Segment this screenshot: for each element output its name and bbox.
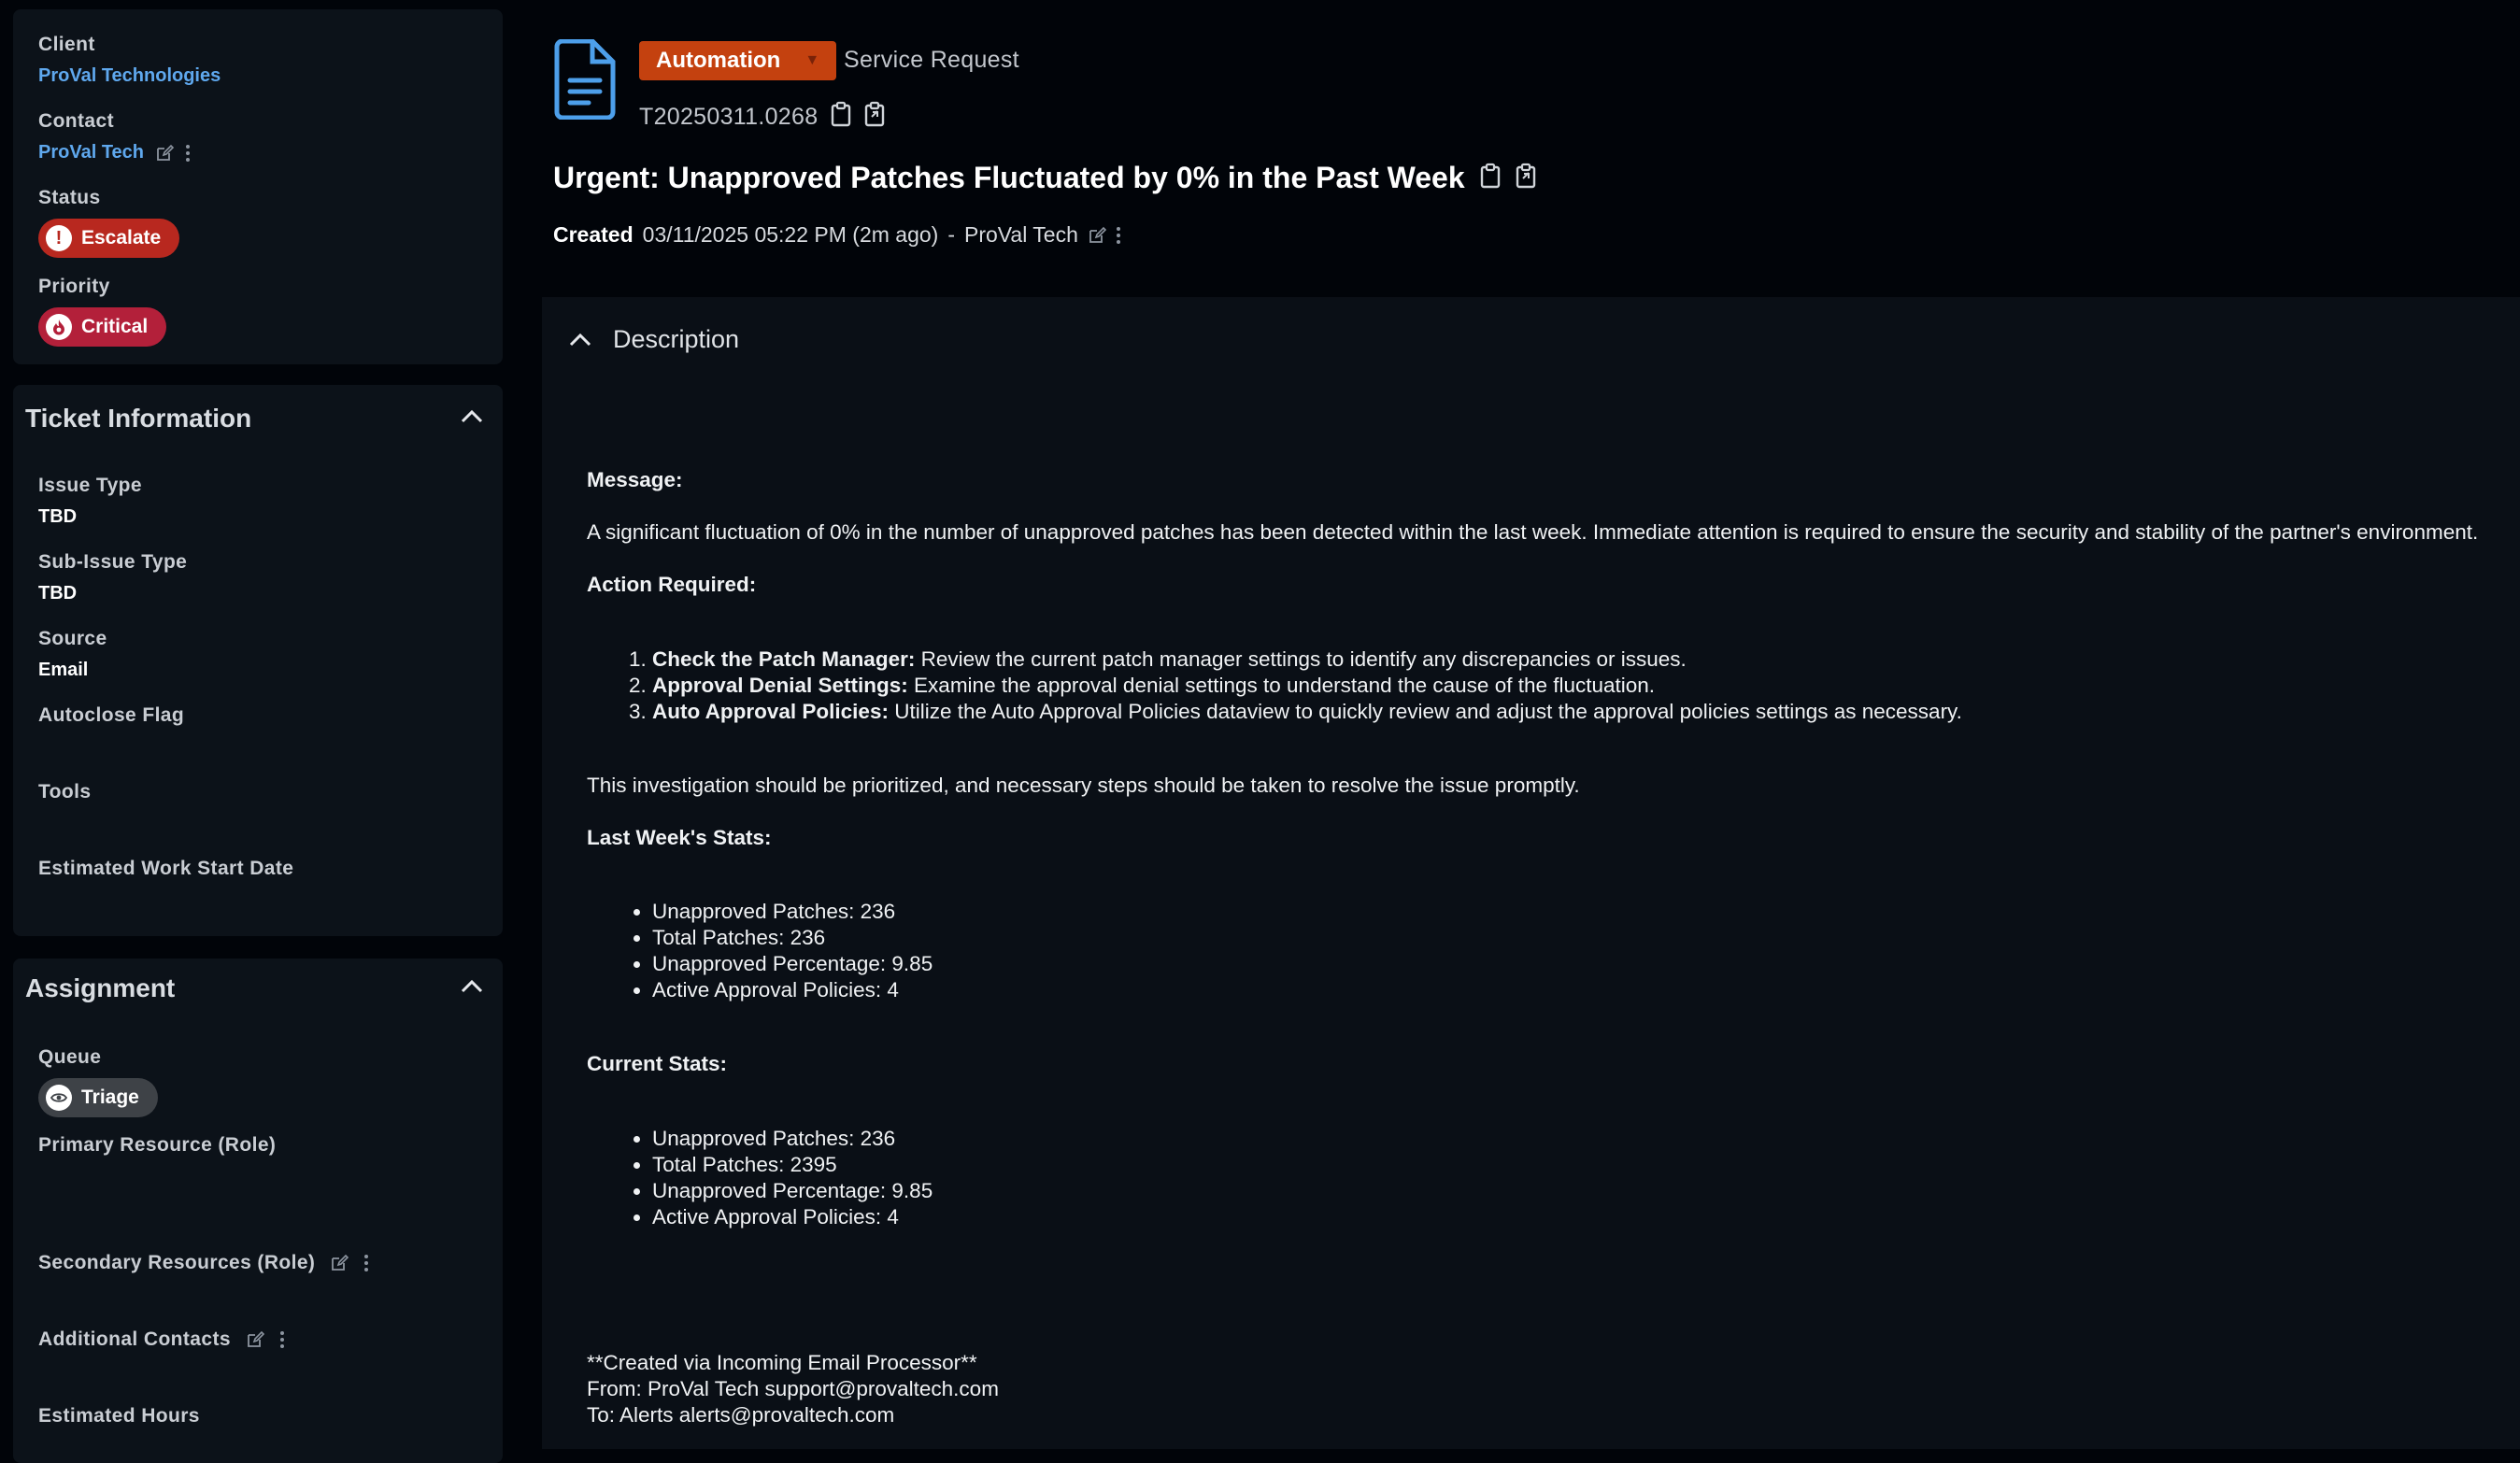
created-row	[553, 222, 1121, 248]
source-label: Source	[38, 628, 107, 649]
secondary-resources-field	[38, 1252, 369, 1274]
eye-icon	[46, 1085, 72, 1111]
list-item: • Unapproved Patches: 236	[652, 899, 2512, 925]
additional-contacts-row	[38, 1328, 285, 1351]
priority-label: Priority	[38, 276, 110, 297]
clipboard-link-icon[interactable]	[1516, 163, 1536, 193]
queue-label: Queue	[38, 1046, 102, 1068]
created-by[interactable]: ProVal Tech	[964, 222, 1078, 247]
action-list	[587, 646, 2512, 725]
list-item: • Unapproved Percentage: 9.85	[652, 951, 2512, 977]
secondary-resources-label: Secondary Resources (Role)	[38, 1252, 316, 1273]
issue-type-value[interactable]: TBD	[38, 506, 78, 527]
autoclose-label: Autoclose Flag	[38, 704, 185, 726]
message-label: Message:	[587, 468, 683, 491]
clipboard-link-icon[interactable]	[864, 101, 885, 134]
list-item: 1. Check the Patch Manager: Review the current patch manager settings to identify any discrepancies or issues.	[652, 646, 2512, 673]
title-row	[553, 161, 1536, 195]
priority-badge[interactable]	[38, 307, 166, 347]
footer-line: **Created via Incoming Email Processor**	[587, 1351, 977, 1374]
issue-type-field	[38, 475, 142, 528]
category-label: Automation	[656, 48, 781, 73]
contact-field	[38, 110, 191, 163]
client-field	[38, 34, 221, 87]
client-link[interactable]: ProVal Technologies	[38, 65, 221, 86]
assignment-card	[13, 959, 503, 1463]
list-item: 2. Approval Denial Settings: Examine the approval denial settings to understand the cause of the fluctuation.	[652, 673, 2512, 699]
more-vertical-icon[interactable]	[279, 1330, 285, 1349]
primary-resource-label: Primary Resource (Role)	[38, 1134, 277, 1156]
list-item: 3. Auto Approval Policies: Utilize the Auto Approval Policies dataview to quickly review and adjust the approval policies settings as necessary.	[652, 699, 2512, 725]
list-item: • Active Approval Policies: 4	[652, 1204, 2512, 1230]
exclamation-icon: !	[46, 225, 72, 251]
edit-icon[interactable]	[246, 1330, 264, 1349]
estimated-hours-field[interactable]	[38, 1405, 200, 1427]
description-header[interactable]	[568, 325, 739, 354]
message-text: A significant fluctuation of 0% in the number of unapproved patches has been detected within the last week. Immediate attention is required to ensure the security and stability of the partner's environment.	[587, 520, 2479, 544]
created-separator: -	[947, 222, 955, 247]
current-stats-label: Current Stats:	[587, 1052, 728, 1075]
queue-badge[interactable]	[38, 1078, 158, 1117]
secondary-resources-row	[38, 1252, 369, 1274]
source-value[interactable]: Email	[38, 660, 89, 680]
autoclose-field[interactable]	[38, 704, 184, 727]
flame-icon	[46, 314, 72, 340]
additional-contacts-label: Additional Contacts	[38, 1328, 231, 1350]
list-item: • Unapproved Patches: 236	[652, 1126, 2512, 1152]
chevron-up-icon[interactable]	[460, 407, 484, 429]
footer-line: To: Alerts alerts@provaltech.com	[587, 1403, 895, 1427]
queue-value: Triage	[81, 1087, 139, 1108]
sub-issue-type-value[interactable]: TBD	[38, 583, 78, 604]
ticket-information-title: Ticket Information	[25, 404, 252, 433]
created-label: Created	[553, 222, 634, 247]
ticket-number: T20250311.0268	[639, 104, 819, 130]
more-vertical-icon[interactable]	[185, 144, 191, 163]
queue-field	[38, 1046, 158, 1117]
estimated-hours-label: Estimated Hours	[38, 1405, 200, 1427]
status-field	[38, 187, 179, 258]
contact-link[interactable]: ProVal Tech	[38, 142, 145, 163]
client-label: Client	[38, 34, 95, 55]
status-value: Escalate	[81, 227, 162, 249]
action-required-label: Action Required:	[587, 573, 757, 596]
list-item: • Active Approval Policies: 4	[652, 977, 2512, 1003]
category-dropdown[interactable]	[639, 41, 836, 80]
clipboard-icon[interactable]	[831, 101, 851, 134]
document-icon	[551, 39, 619, 124]
list-item: • Total Patches: 236	[652, 925, 2512, 951]
created-timestamp: 03/11/2025 05:22 PM (2m ago)	[642, 222, 939, 247]
issue-type-label: Issue Type	[38, 475, 142, 496]
primary-resource-field[interactable]	[38, 1134, 276, 1157]
status-badge[interactable]	[38, 219, 179, 258]
list-item: • Total Patches: 2395	[652, 1152, 2512, 1178]
summary-card	[13, 9, 503, 364]
caret-down-icon: ▼	[804, 52, 820, 68]
additional-contacts-field	[38, 1328, 285, 1351]
source-field	[38, 628, 107, 681]
edit-icon[interactable]	[1088, 226, 1106, 245]
edit-icon[interactable]	[155, 144, 174, 163]
chevron-up-icon	[568, 325, 592, 354]
estimated-work-start-label: Estimated Work Start Date	[38, 858, 294, 879]
sidebar	[0, 0, 523, 1449]
contact-row	[38, 142, 191, 163]
ticket-information-card	[13, 385, 503, 936]
description-body	[587, 467, 2512, 1428]
last-week-stats-label: Last Week's Stats:	[587, 826, 772, 849]
sub-issue-type-label: Sub-Issue Type	[38, 551, 188, 573]
last-week-stats-list	[587, 899, 2512, 1003]
list-item: • Unapproved Percentage: 9.85	[652, 1178, 2512, 1204]
clipboard-icon[interactable]	[1480, 163, 1501, 193]
page-title: Urgent: Unapproved Patches Fluctuated by 0% in the Past Week	[553, 161, 1465, 194]
contact-label: Contact	[38, 110, 114, 132]
priority-field	[38, 276, 166, 347]
more-vertical-icon[interactable]	[363, 1254, 369, 1272]
email-footer	[587, 1350, 2512, 1428]
ticket-number-row	[639, 101, 885, 134]
investigation-text: This investigation should be prioritized, and necessary steps should be taken to resolve the issue promptly.	[587, 774, 1580, 797]
description-panel	[542, 297, 2520, 1449]
current-stats-list	[587, 1126, 2512, 1230]
priority-value: Critical	[81, 316, 149, 337]
tools-field[interactable]	[38, 781, 91, 803]
assignment-title: Assignment	[25, 973, 176, 1002]
estimated-work-start-field[interactable]	[38, 858, 293, 880]
more-vertical-icon[interactable]	[1116, 226, 1121, 245]
tools-label: Tools	[38, 781, 92, 803]
status-label: Status	[38, 187, 101, 208]
sub-issue-type-field	[38, 551, 187, 604]
main-content	[542, 0, 2520, 1449]
footer-line: From: ProVal Tech support@provaltech.com	[587, 1377, 999, 1400]
ticket-type: Service Request	[844, 47, 1019, 73]
chevron-up-icon[interactable]	[460, 977, 484, 999]
description-heading: Description	[613, 325, 740, 353]
edit-icon[interactable]	[330, 1254, 349, 1272]
